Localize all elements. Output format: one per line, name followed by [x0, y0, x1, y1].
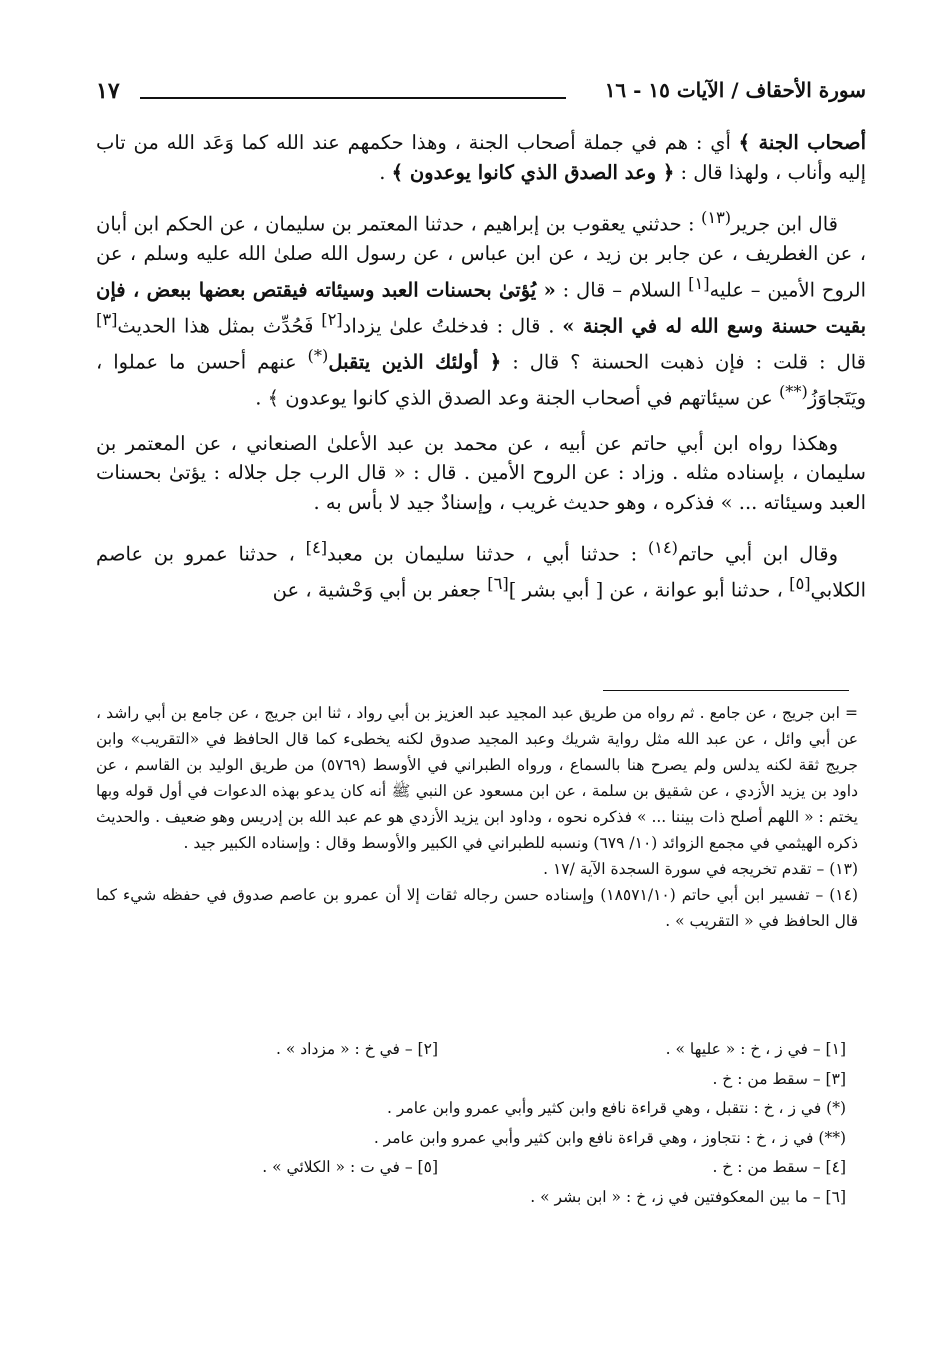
paragraph-text: جعفر بن أبي وَحْشية ، عن [272, 578, 488, 602]
header-rule [140, 97, 566, 99]
paragraph-text: عن سيئاتهم في أصحاب الجنة وعد الصدق الذي كانوا يوعدون ﴾ . [255, 386, 779, 409]
paragraph-text: . [379, 160, 392, 184]
paragraph-text: فَحُدِّث بمثل هذا الحديث [117, 314, 322, 337]
variant-note-3: [٣] – سقط من : خ . [712, 1069, 846, 1088]
main-text [96, 128, 866, 605]
quran-text: ﴿ وعد الصدق الذي كانوا يوعدون ﴾ [391, 160, 675, 184]
footnote-ref: (١٤) [647, 538, 678, 557]
variant-row [96, 1035, 858, 1065]
variant-ref: [٣] [96, 309, 118, 329]
paragraph-2 [96, 203, 866, 413]
paragraph-text: عنهم أحسن ما عملوا ، ويَتَجاوَزُ [96, 350, 866, 409]
paragraph-text: وقال ابن أبي حاتم [677, 542, 838, 566]
variant-ref: [١] [688, 273, 710, 293]
variant-ref: [٤] [305, 538, 328, 557]
paragraph-1 [96, 128, 866, 187]
footnote-13: (١٣) – تقدم تخريجه في سورة السجدة الآية /١٧ . [543, 860, 858, 878]
variant-row [96, 1183, 858, 1213]
running-title: سورة الأحقاف / الآيات ١٥ - ١٦ [604, 78, 866, 102]
variant-row [96, 1153, 858, 1183]
variant-ref: [٥] [789, 574, 811, 593]
paragraph-text: قال ابن جرير [731, 212, 838, 236]
footnotes [96, 700, 858, 934]
paragraph-text: ، حدثنا أبو عوانة ، عن [ أبي بشر ] [508, 578, 790, 602]
variant-ref: (*) [307, 345, 329, 365]
quran-text: ﴿ أولئك الذين يتقبل [328, 350, 502, 373]
hadith-text: « يُؤتىٰ بحسنات العبد وسيئاته فيقتص بعضها ببعض ، فإن بقيت حسنة وسع الله له في الجنة » [96, 278, 867, 337]
variant-note-star: (*) في ز ، خ : نتقبل ، وهي قراءة نافع وابن كثير وأبي عمرو وابن عامر . [387, 1099, 846, 1117]
page-header [96, 78, 866, 114]
paragraph-text: : حدثنا أبي ، حدثنا سليمان بن معبد [327, 542, 648, 566]
paragraph-4 [96, 533, 866, 605]
variant-notes [96, 1035, 858, 1212]
paragraph-text: قال : قلت : فإن ذهبت الحسنة ؟ قال : [501, 350, 866, 373]
paragraph-text: ، حدثنا عمرو بن عاصم الكلابي [96, 542, 866, 602]
footnote-14: (١٤) – تفسير ابن أبي حاتم (١٨٥٧١/١٠) وإسناده حسن رجاله ثقات إلا أن عمرو بن عاصم صدوق في حفظه شيء كما قال الحافظ في « التقريب » . [96, 886, 858, 930]
variant-note-2: [٢] – في خ : « مزداد » . [275, 1040, 438, 1058]
quran-text: أصحاب الجنة ﴾ [738, 131, 867, 154]
footnote-ref: (١٣) [700, 208, 732, 227]
paragraph-text: أي : هم في جملة أصحاب الجنة ، وهذا حكمهم عند الله كما وَعَد الله من تاب إليه وأناب ، ولهذا قال : [96, 131, 866, 184]
variant-row [96, 1065, 858, 1095]
variant-ref: (**) [778, 381, 808, 401]
footnote-continued: = ابن جريج ، عن جامع . ثم رواه من طريق عبد المجيد عبد العزيز بن أبي رواد ، ثنا ابن جريج ، عن جامع بن أبي راشد ، عن أبي وائل ، عن عبد الله مثل رواية شريك وعبد المجيد صدوق لكنه يخطىء كما قال الحافظ في «التقريب» وابن جريج ثقة لكنه يدلس ولم يصرح هنا بالسماع ، ورواه الطبراني في الأوسط (٥٧٦٩) من طريق الوليد بن القاسم ، عن داود بن يزيد الأزدي ، عن شقيق بن سلمة ، عن ابن مسعود عن النبي ﷺ أنه كان يدعو بهذه الدعوات في أول قوله وبها يختم : « اللهم أصلح ذات بيننا ... » فذكره نحوه ، وداود ابن يزيد الأزدي هو عم عبد الله بن إدريس وهو ضعيف . والحديث ذكره الهيثمي في مجمع الزوائد (١٠/ ٦٧٩) ونسبه للطبراني في الكبير والأوسط وقال : وإسناده الكبير جيد . [96, 704, 858, 852]
page-number: ١٧ [96, 78, 120, 104]
paragraph-3: وهكذا رواه ابن أبي حاتم عن أبيه ، عن محمد بن عبد الأعلىٰ الصنعاني ، عن المعتمر بن سليمان ، بإسناده مثله . وزاد : عن الروح الأمين . قال : « قال الرب جل جلاله : يؤتىٰ بحسنات العبد وسيئاته ... » فذكره ، وهو حديث غريب ، وإسنادٌ جيد لا بأس به . [96, 431, 866, 514]
variant-note-5: [٥] – في ت : « الكلائي » . [262, 1158, 438, 1176]
variant-note-1: [١] – في ز ، خ : « عليها » . [665, 1040, 846, 1058]
variant-row [96, 1094, 858, 1124]
paragraph-text: . قال : فدخلتُ علىٰ يزداد [342, 314, 563, 337]
variant-row [96, 1124, 858, 1154]
variant-ref: [٢] [321, 309, 343, 329]
variant-note-4: [٤] – سقط من : خ . [712, 1158, 846, 1176]
footnote-separator [603, 690, 849, 691]
variant-note-6: [٦] – ما بين المعكوفتين في ز، خ : « ابن بشر » . [530, 1187, 846, 1206]
variant-note-double-star: (**) في ز ، خ : نتجاوز ، وهي قراءة نافع وابن كثير وأبي عمرو وابن عامر . [373, 1128, 846, 1147]
paragraph-text: السلام – قال : [555, 278, 689, 301]
variant-ref: [٦] [487, 574, 509, 593]
paragraph-text: : حدثني يعقوب بن إبراهيم ، حدثنا المعتمر بن سليمان ، عن الحكم ابن أبان ، عن الغطريف ، عن جابر بن زيد ، عن ابن عباس ، عن رسول الله صلىٰ الله عليه وسلم ، عن الروح الأمين – عليه [96, 212, 866, 301]
